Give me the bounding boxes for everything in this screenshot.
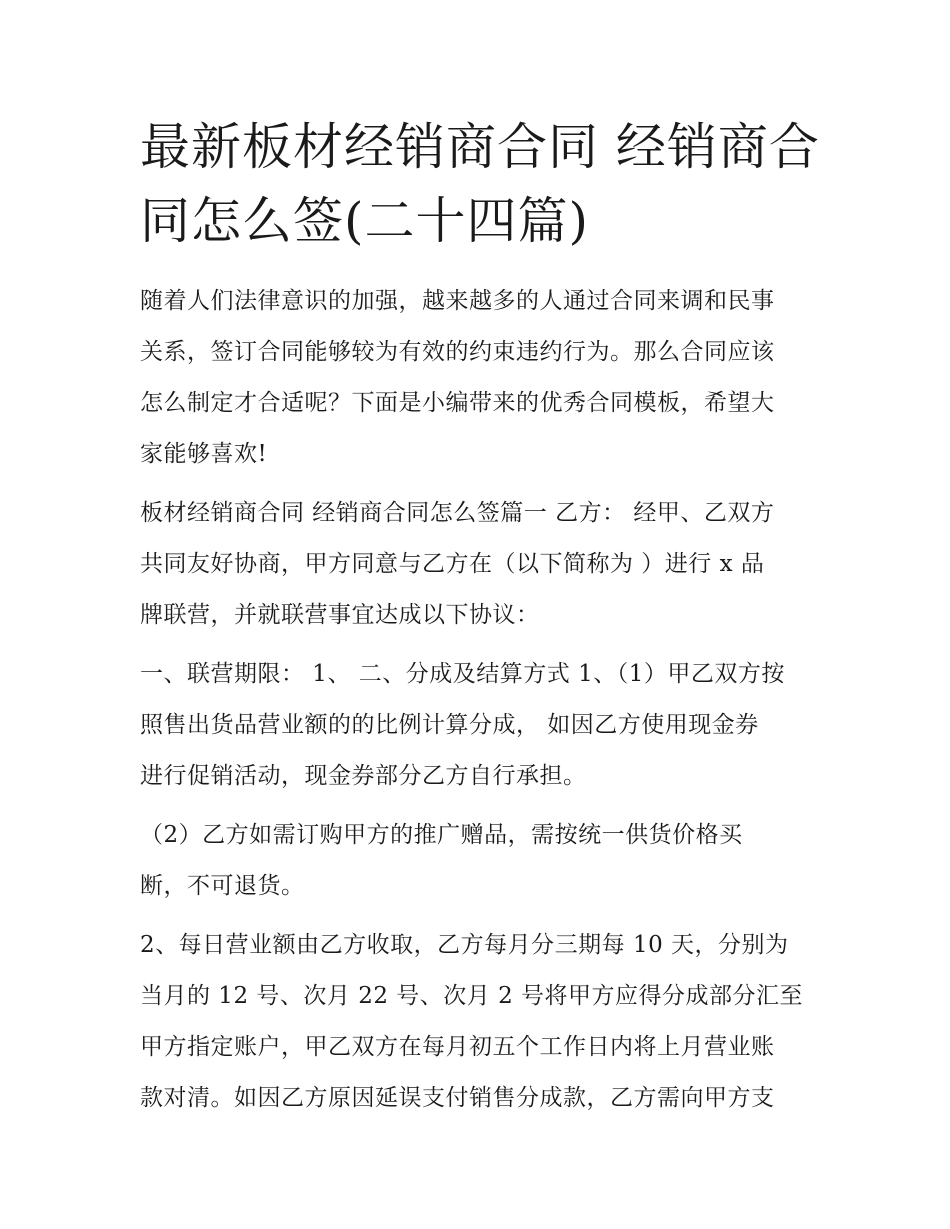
contract-opening-paragraph (140, 488, 820, 641)
term-and-settlement-paragraph (140, 649, 820, 802)
text-line: 甲方指定账户，甲乙双方在每月初五个工作日内将上月营业账 (140, 1034, 775, 1060)
text-line: 随着人们法律意识的加强，越来越多的人通过合同来调和民事 (140, 288, 775, 314)
text-line: 一、联营期限： 1、 二、分成及结算方式 1、（1）甲乙双方按 (140, 661, 785, 687)
text-line: 牌联营，并就联营事宜达成以下协议： (140, 602, 540, 628)
promotional-gifts-paragraph (140, 810, 820, 912)
document-page (140, 110, 820, 1132)
text-line: 进行促销活动，现金券部分乙方自行承担。 (140, 763, 587, 789)
text-line: 2、每日营业额由乙方收取，乙方每月分三期每 10 天，分别为 (140, 932, 789, 958)
text-line: 板材经销商合同 经销商合同怎么签篇一 乙方： 经甲、乙双方 (140, 500, 775, 526)
title-line: 最新板材经销商合同 经销商合 (140, 118, 820, 176)
text-line: 照售出货品营业额的的比例计算分成， 如因乙方使用现金券 (140, 712, 759, 738)
text-line: （2）乙方如需订购甲方的推广赠品，需按统一供货价格买 (140, 822, 743, 848)
daily-revenue-paragraph (140, 920, 820, 1124)
text-line: 断，不可退货。 (140, 873, 305, 899)
title-line: 同怎么签(二十四篇) (140, 192, 590, 250)
text-line: 家能够喜欢! (140, 441, 268, 467)
text-line: 关系，签订合同能够较为有效的约束违约行为。那么合同应该 (140, 339, 775, 365)
text-line: 共同友好协商，甲方同意与乙方在（以下简称为 ）进行 x 品 (140, 551, 765, 577)
text-line: 款对清。如因乙方原因延误支付销售分成款，乙方需向甲方支 (140, 1085, 775, 1111)
intro-paragraph (140, 276, 820, 480)
text-line: 怎么制定才合适呢？下面是小编带来的优秀合同模板，希望大 (140, 390, 775, 416)
text-line: 当月的 12 号、次月 22 号、次月 2 号将甲方应得分成部分汇至 (140, 983, 804, 1009)
document-title (140, 110, 820, 258)
